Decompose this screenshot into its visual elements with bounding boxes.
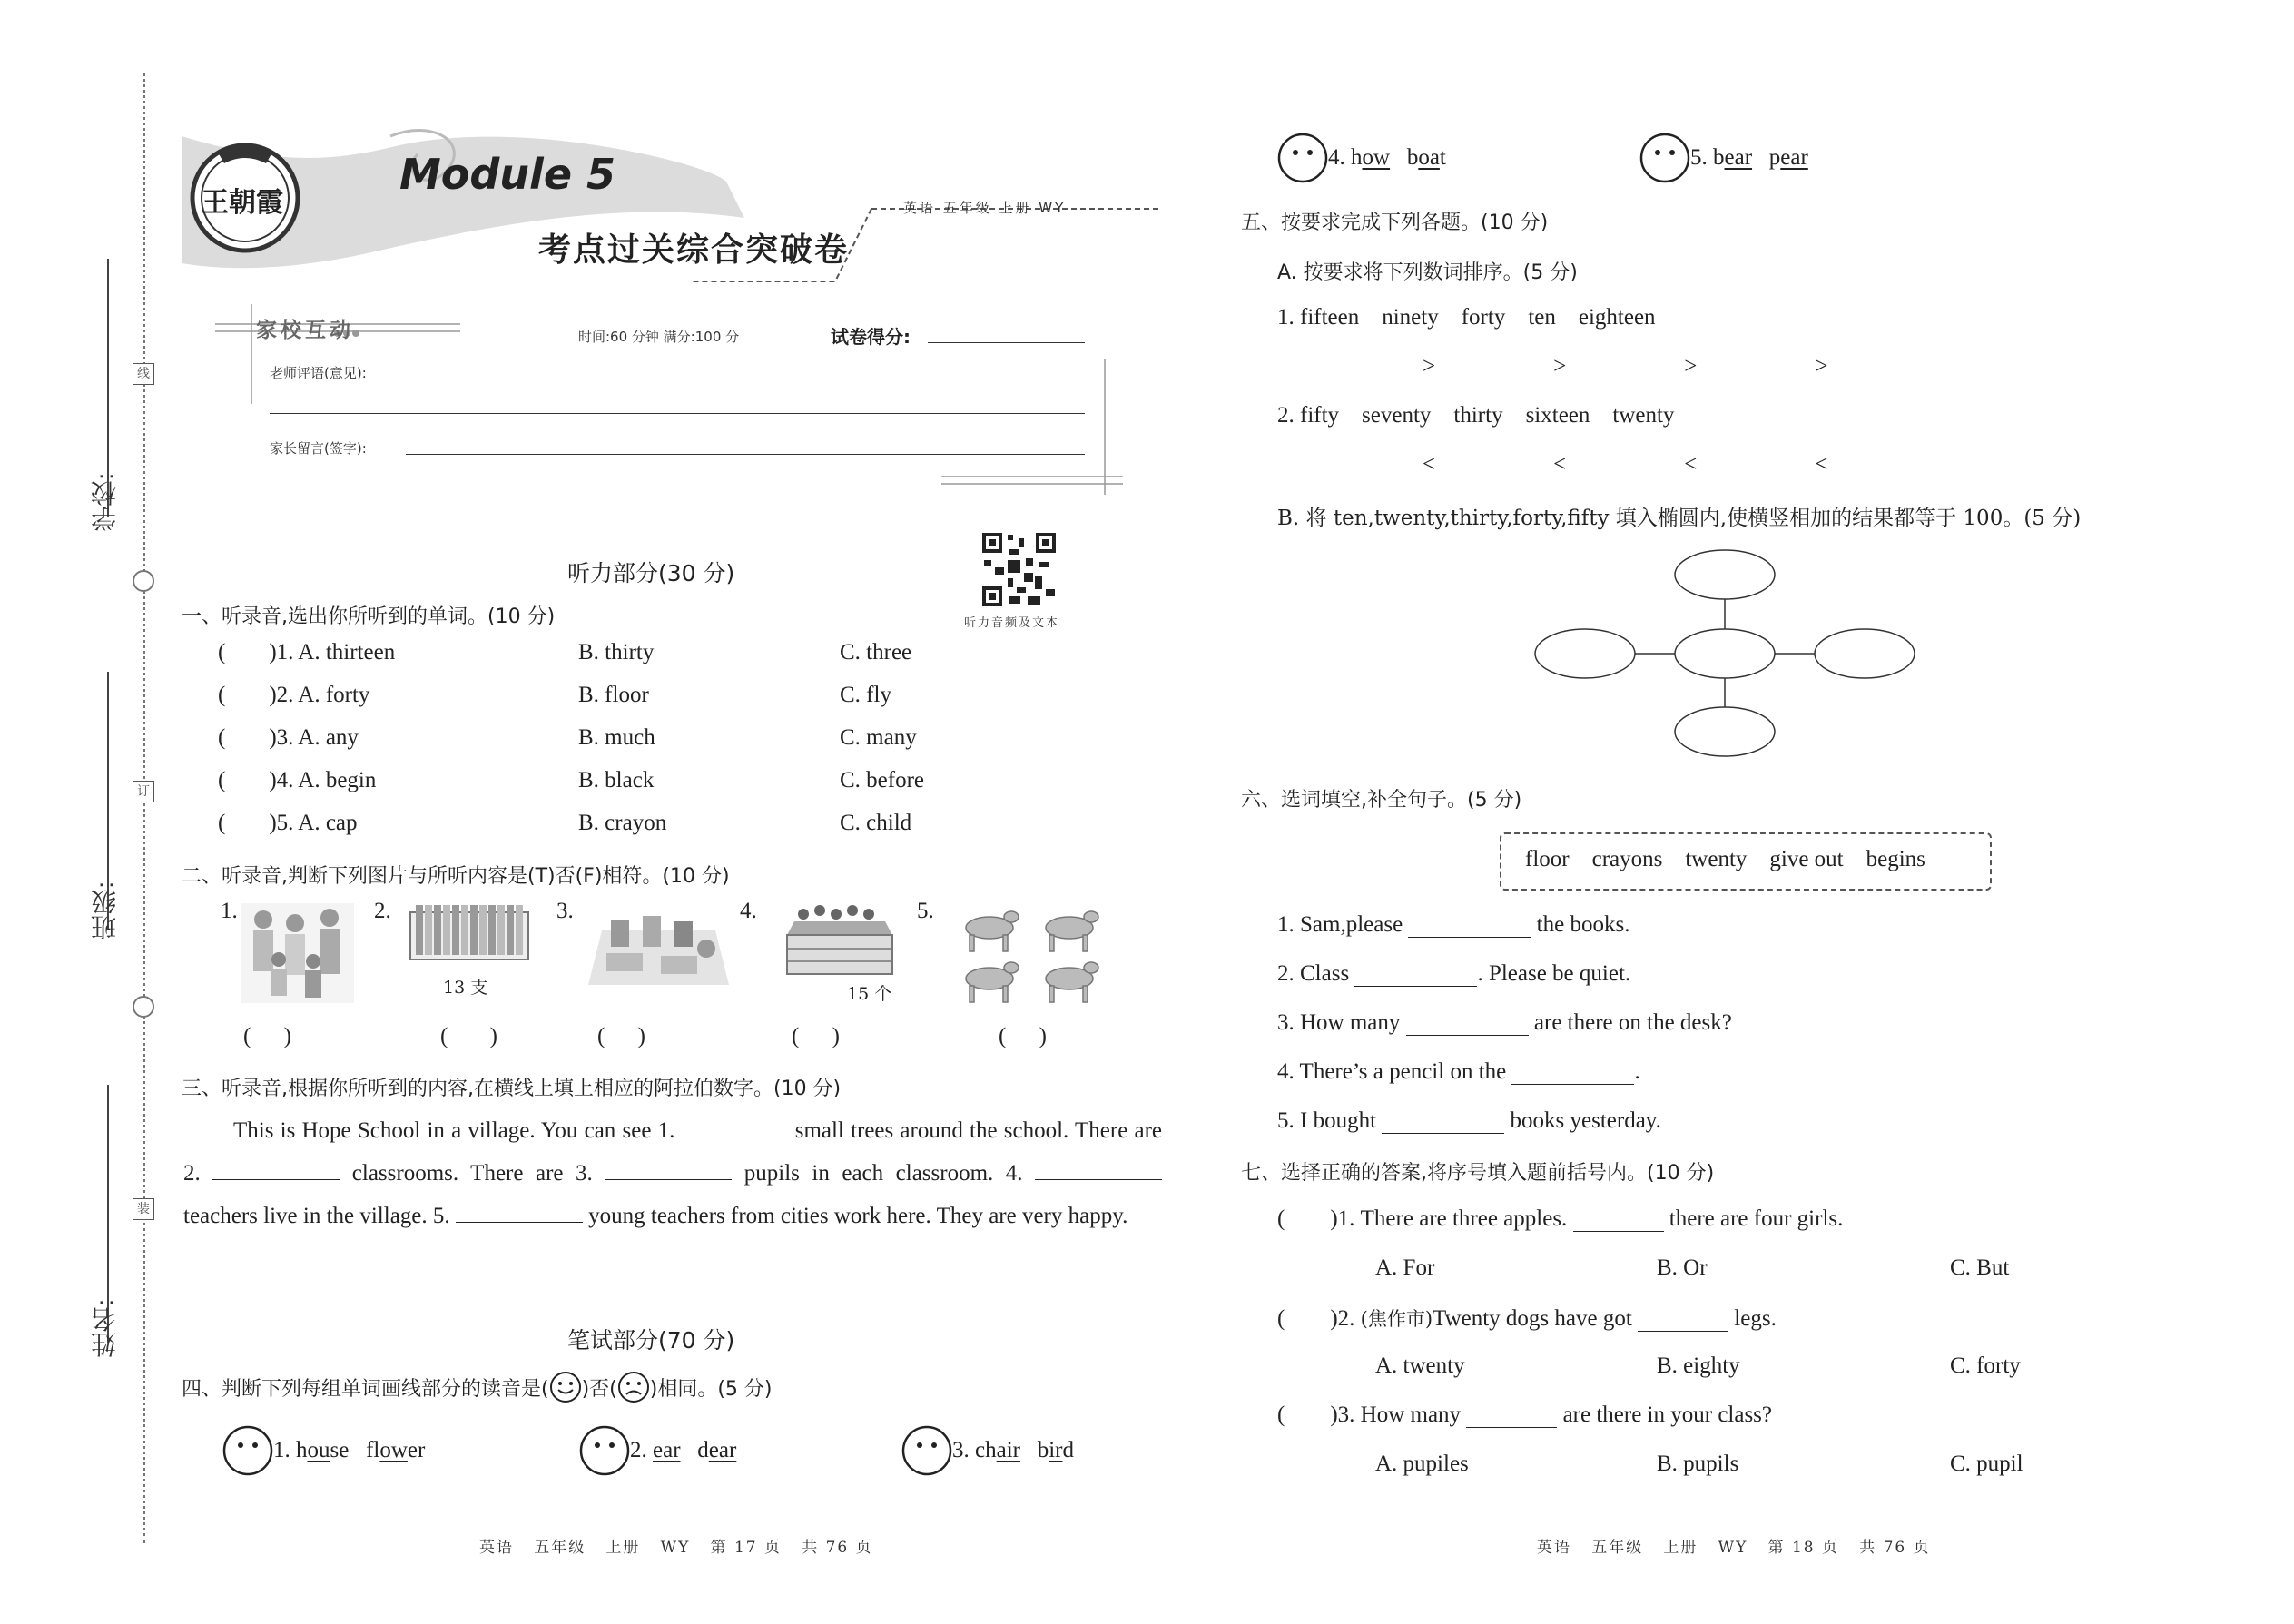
q5-row2-blank-3[interactable] (1566, 460, 1684, 477)
listening-part-title: 听力部分(30 分) (567, 560, 735, 586)
item-number: )3. (269, 725, 294, 750)
greater-than-sign: > (1423, 354, 1436, 379)
answer-face-icon[interactable] (579, 1425, 630, 1476)
less-than-sign: < (1815, 452, 1828, 477)
q3-blank-1[interactable] (682, 1120, 789, 1137)
q6-blank-5[interactable] (1382, 1117, 1504, 1134)
q6-blank-4[interactable] (1511, 1068, 1634, 1085)
q3-blank-5[interactable] (456, 1206, 583, 1223)
q2-pic-2-caption: 13 支 (443, 978, 488, 998)
q1-item-4 (218, 768, 376, 793)
q1-item-2-option-c: C. fly (840, 683, 891, 707)
q7-q3-option-c: C. pupil (1950, 1452, 2023, 1476)
q7-title: 七、选择正确的答案,将序号填入题前括号内。(10 分) (1241, 1162, 1715, 1185)
q4-title-part-1: 四、判断下列每组单词画线部分的读音是( (182, 1377, 549, 1401)
q7-q2-region-tag: (焦作市) (1360, 1308, 1433, 1330)
q3-title: 三、听录音,根据你所听到的内容,在横线上填上相应的阿拉伯数字。(10 分) (182, 1078, 842, 1100)
q4-title-part-3: )相同。(5 分) (649, 1377, 773, 1401)
q1-item-5 (218, 811, 358, 836)
footer-left-page-info: 英语 五年级 上册 WY 第 17 页 共 76 页 (479, 1539, 873, 1557)
item-number: 3. (952, 1438, 970, 1462)
q5-row1-blank-1[interactable] (1305, 362, 1423, 379)
q5-row1-blank-5[interactable] (1827, 362, 1945, 379)
footer-right-page-info: 英语 五年级 上册 WY 第 18 页 共 76 页 (1537, 1539, 1931, 1557)
q7-blank-2[interactable] (1638, 1314, 1728, 1332)
time-and-full-score: 时间:60 分钟 满分:100 分 (578, 329, 740, 345)
q2-pic-1-family-image (241, 903, 354, 1003)
q7-q2-option-a: A. twenty (1375, 1353, 1465, 1378)
teacher-comment-label: 老师评语(意见): (270, 365, 367, 381)
q2-answer-bracket-5[interactable]: ( ) (999, 1024, 1047, 1048)
q7-q2-text-b: legs. (1734, 1306, 1777, 1331)
option-a: A. cap (298, 811, 358, 835)
q2-answer-bracket-4[interactable]: ( ) (792, 1024, 840, 1048)
written-part-title: 笔试部分(70 分) (567, 1327, 735, 1353)
q7-blank-1[interactable] (1573, 1215, 1664, 1232)
q4-word-2b: dear (697, 1438, 737, 1462)
q4-word-1b: flower (366, 1438, 426, 1462)
fold-char-ding: 订 (133, 781, 154, 802)
option-a: A. forty (298, 683, 370, 707)
q4-word-5b: pear (1768, 145, 1808, 170)
q6-sentence-4 (1277, 1059, 1640, 1085)
q6-sentence-3 (1277, 1010, 1732, 1036)
q5-row1-blank-3[interactable] (1566, 362, 1684, 379)
q4-item-1 (222, 1425, 425, 1476)
home-school-title: 家校互动 (256, 319, 354, 342)
q4-word-1a: house (296, 1438, 350, 1462)
q1-item-1-option-c: C. three (840, 640, 912, 664)
q7-item-1 (1277, 1206, 1843, 1232)
q2-pic-3-classroom-image (588, 912, 729, 985)
answer-bracket[interactable]: ( (1277, 1206, 1331, 1231)
q2-answer-bracket-3[interactable]: ( ) (597, 1024, 645, 1048)
ellipse-right[interactable] (1815, 629, 1915, 678)
q2-title: 二、听录音,判断下列图片与所听内容是(T)否(F)相符。(10 分) (182, 865, 730, 888)
greater-than-sign: > (1553, 354, 1567, 379)
answer-face-icon[interactable] (222, 1425, 273, 1476)
binding-dotted-line (143, 73, 145, 1543)
brand-logo-text: 王朝霞 (202, 187, 283, 219)
fold-char-line: 线 (133, 363, 154, 385)
answer-bracket-open[interactable]: ( (218, 725, 226, 750)
q5-row1-blank-4[interactable] (1697, 362, 1815, 379)
q5-row2-blank-5[interactable] (1827, 460, 1945, 477)
q3-text-5: teachers live in the village. 5. (183, 1204, 450, 1228)
q5-row-2-answer (1305, 452, 1945, 477)
item-number: )1. (1330, 1206, 1355, 1231)
q5-row-2-words: 2. fifty seventy thirty sixteen twenty (1277, 403, 1675, 428)
q6-s5-text-a: 5. I bought (1277, 1108, 1377, 1133)
q5-row1-blank-2[interactable] (1435, 362, 1553, 379)
binding-hole (133, 570, 154, 592)
answer-face-icon[interactable] (1639, 133, 1690, 183)
q6-s2-text-b: . Please be quiet. (1477, 961, 1631, 986)
item-number: 1. (273, 1438, 290, 1462)
q1-item-3-option-b: B. much (578, 725, 655, 750)
ellipse-left[interactable] (1535, 629, 1635, 678)
greater-than-sign: > (1684, 354, 1698, 379)
q2-pic-5-number: 5. (917, 899, 934, 923)
q1-item-1 (218, 640, 395, 665)
binding-hole (133, 996, 154, 1018)
q4-word-2a: ear (653, 1438, 681, 1462)
q2-pic-2-number: 2. (374, 899, 391, 923)
q2-pic-1-number: 1. (221, 899, 238, 923)
teacher-comment-blank-2[interactable] (270, 413, 1085, 414)
q7-item-2 (1277, 1304, 1777, 1332)
q4-item-3 (901, 1425, 1074, 1476)
q4-word-4b: boat (1406, 145, 1446, 170)
q1-item-4-option-b: B. black (578, 768, 655, 792)
q3-text-4: pupils in each classroom. 4. (743, 1161, 1023, 1186)
name-label: 姓名: (90, 1298, 120, 1358)
q6-s1-text-a: 1. Sam,please (1277, 912, 1403, 937)
q7-q3-option-a: A. pupiles (1375, 1452, 1469, 1476)
score-label: 试卷得分: (831, 326, 911, 348)
q7-q2-text-a: Twenty dogs have got (1433, 1306, 1632, 1331)
item-number: 4. (1328, 145, 1345, 170)
item-number: )2. (269, 683, 294, 707)
q6-sentence-2 (1277, 961, 1630, 987)
answer-face-icon[interactable] (901, 1425, 952, 1476)
q5-title: 五、按要求完成下列各题。(10 分) (1241, 212, 1549, 234)
q3-text-2: small trees around the school. There are 2. (183, 1118, 1163, 1186)
q7-q2-option-c: C. forty (1950, 1353, 2021, 1378)
home-school-box (215, 304, 1123, 495)
parent-note-blank[interactable] (406, 454, 1085, 455)
grade-tag: 英语 五年级 上册 WY (903, 200, 1067, 216)
q4-word-3b: bird (1037, 1438, 1075, 1462)
q7-q1-text-b: there are four girls. (1669, 1206, 1844, 1231)
q4-title-part-2: )否( (581, 1377, 617, 1401)
q6-blank-2[interactable] (1354, 969, 1477, 987)
less-than-sign: < (1423, 452, 1436, 477)
q6-title: 六、选词填空,补全句子。(5 分) (1241, 789, 1522, 812)
q7-q2-option-b: B. eighty (1657, 1353, 1740, 1378)
q4-word-3a: chair (975, 1438, 1020, 1462)
greater-than-sign: > (1815, 354, 1828, 379)
q2-pic-2-crayons-image (409, 903, 531, 962)
parent-note-label: 家长留言(签字): (270, 440, 367, 457)
answer-bracket-open[interactable]: ( (218, 768, 226, 792)
q1-item-5-option-b: B. crayon (578, 811, 667, 835)
q7-q3-option-b: B. pupils (1657, 1452, 1739, 1476)
q7-q1-text-a: There are three apples. (1360, 1206, 1568, 1231)
fold-char-zhuang: 装 (133, 1198, 154, 1220)
item-number: )1. (269, 640, 294, 664)
item-number: 2. (630, 1438, 647, 1462)
q5-row2-blank-4[interactable] (1697, 460, 1815, 477)
q7-q1-option-a: A. For (1375, 1255, 1435, 1280)
school-label: 学校: (90, 472, 120, 532)
q6-s5-text-b: books yesterday. (1510, 1108, 1661, 1133)
q4-word-4a: how (1351, 145, 1391, 170)
module-title: Module 5 (399, 150, 616, 199)
q6-s4-text-a: 4. There’s a pencil on the (1277, 1059, 1507, 1084)
ellipse-center[interactable] (1675, 629, 1775, 678)
q2-pic-4-box-image (785, 903, 894, 976)
q7-q1-option-b: B. Or (1657, 1255, 1708, 1280)
q7-q3-text-a: How many (1360, 1403, 1462, 1427)
q7-blank-3[interactable] (1466, 1411, 1557, 1428)
q6-s2-text-a: 2. Class (1277, 961, 1350, 986)
score-blank[interactable] (928, 342, 1085, 343)
q7-item-3 (1277, 1403, 1772, 1428)
ellipse-bottom[interactable] (1675, 707, 1775, 756)
q3-blank-3[interactable] (605, 1163, 732, 1180)
q1-item-4-option-c: C. before (840, 768, 925, 792)
q6-s3-text-a: 3. How many (1277, 1010, 1401, 1035)
q6-s3-text-b: are there on the desk? (1533, 1010, 1732, 1035)
item-number: )3. (1330, 1403, 1355, 1427)
q6-sentence-1 (1277, 912, 1629, 938)
q1-item-1-option-b: B. thirty (578, 640, 655, 664)
q3-blank-4[interactable] (1035, 1163, 1162, 1180)
ellipse-top[interactable] (1675, 550, 1775, 599)
ellipse-cross-diagram (1534, 545, 1925, 763)
q4-item-4 (1277, 133, 1446, 183)
answer-bracket[interactable]: ( (1277, 1403, 1331, 1427)
q1-item-5-option-c: C. child (840, 811, 912, 835)
less-than-sign: < (1553, 452, 1567, 477)
item-number: )2. (1330, 1306, 1355, 1331)
q6-s1-text-b: the books. (1536, 912, 1630, 937)
q1-item-2 (218, 683, 369, 708)
q2-pic-4-number: 4. (740, 899, 757, 923)
q1-title: 一、听录音,选出你所听到的单词。(10 分) (182, 605, 556, 628)
item-number: )4. (269, 768, 294, 792)
q2-pic-5-horses-image (953, 899, 1112, 1012)
less-than-sign: < (1684, 452, 1698, 477)
q4-item-5 (1639, 133, 1808, 183)
q2-answer-bracket-1[interactable]: ( ) (243, 1024, 291, 1048)
answer-face-icon[interactable] (1277, 133, 1328, 183)
q6-blank-1[interactable] (1408, 920, 1531, 938)
option-a: A. thirteen (298, 640, 396, 664)
q1-item-3-option-c: C. many (840, 725, 917, 750)
qr-caption: 听力音频及文本 (964, 616, 1060, 630)
q5-row2-blank-1[interactable] (1305, 460, 1423, 477)
answer-bracket[interactable]: ( (1277, 1306, 1331, 1331)
item-number: 5. (1690, 145, 1708, 170)
q7-q3-text-b: are there in your class? (1562, 1403, 1773, 1427)
q3-blank-2[interactable] (212, 1163, 340, 1180)
answer-bracket-open[interactable]: ( (218, 640, 226, 664)
q1-item-3 (218, 725, 359, 751)
q1-item-2-option-b: B. floor (578, 683, 649, 707)
q6-word-bank-text: floor crayons twenty give out begins (1525, 847, 1925, 871)
q2-pic-3-number: 3. (556, 899, 574, 923)
q4-word-5a: bear (1713, 145, 1753, 170)
q5-row2-blank-2[interactable] (1435, 460, 1553, 477)
q5-b-title: B. 将 ten,twenty,thirty,forty,fifty 填入椭圆内,使横竖相加的结果都等于 100。(5 分) (1277, 507, 2082, 530)
sad-face-icon (617, 1371, 650, 1403)
q4-title (182, 1371, 773, 1403)
q5-a-title: A. 按要求将下列数词排序。(5 分) (1277, 261, 1578, 284)
smiley-face-icon (549, 1371, 582, 1403)
q6-blank-3[interactable] (1406, 1019, 1529, 1036)
exam-subtitle: 考点过关综合突破卷 (538, 231, 850, 269)
q6-sentence-5 (1277, 1108, 1661, 1134)
q2-answer-bracket-2[interactable]: ( ) (440, 1024, 497, 1048)
q6-s4-text-b: . (1634, 1059, 1640, 1084)
option-a: A. any (298, 725, 359, 750)
q5-row-1-answer (1305, 354, 1945, 379)
answer-bracket-open[interactable]: ( (218, 811, 226, 835)
q3-passage (183, 1109, 1162, 1237)
item-number: )5. (269, 811, 294, 835)
q2-pic-4-caption: 15 个 (847, 984, 892, 1004)
class-label: 班级: (90, 881, 120, 940)
q3-text-3: classrooms. There are 3. (351, 1161, 593, 1186)
q4-item-2 (579, 1425, 736, 1476)
q5-row-1-words: 1. fifteen ninety forty ten eighteen (1277, 305, 1656, 330)
qr-code[interactable] (980, 531, 1058, 608)
q7-q1-option-c: C. But (1950, 1255, 2010, 1280)
q3-text-6: young teachers from cities work here. They are very happy. (588, 1204, 1128, 1228)
option-a: A. begin (298, 768, 377, 792)
q3-text-1: This is Hope School in a village. You can see 1. (233, 1118, 675, 1143)
answer-bracket-open[interactable]: ( (218, 683, 226, 707)
